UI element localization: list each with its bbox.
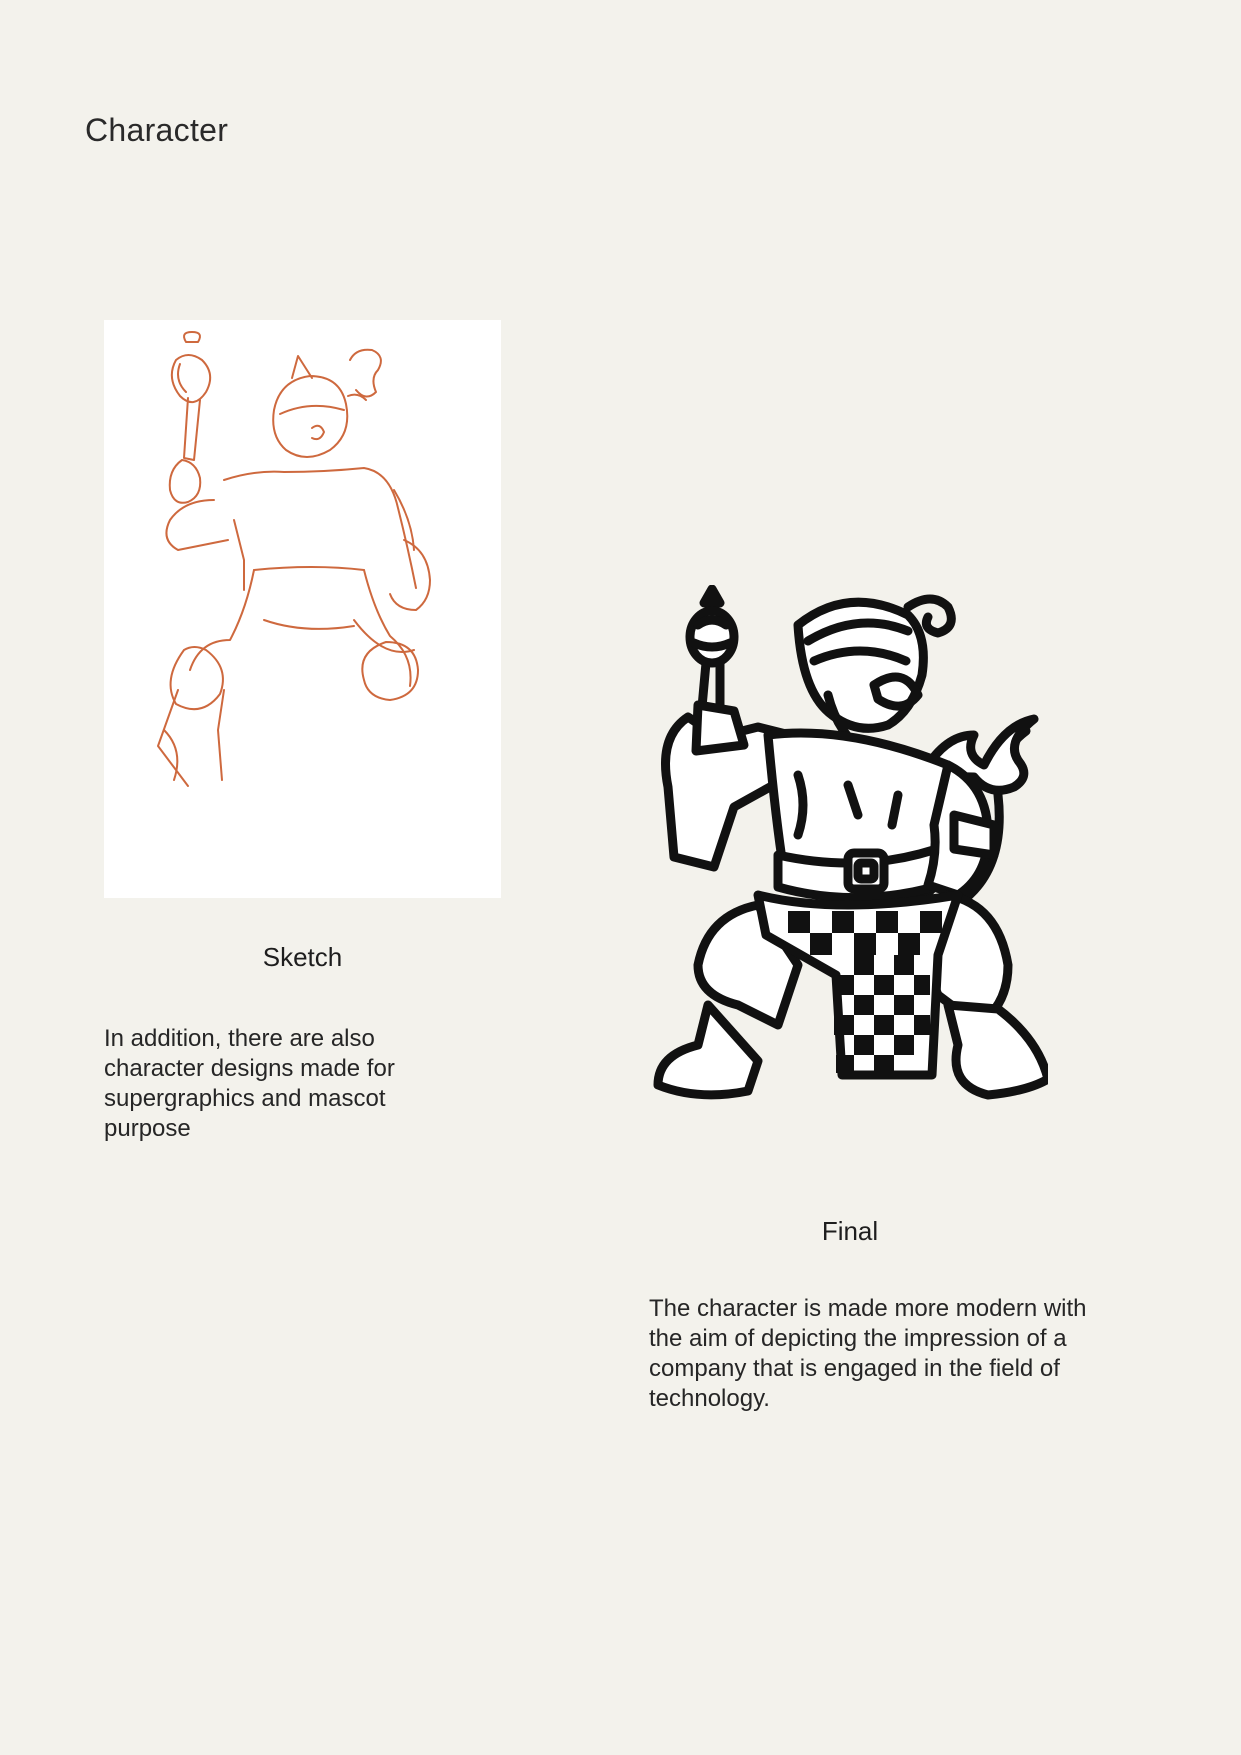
final-description: The character is made more modern with the aim of depicting the impression of a company that is engaged in the field of technology. [649, 1295, 1087, 1412]
final-drawing [648, 585, 1048, 1165]
final-character-image [648, 585, 1048, 1165]
sketch-description: In addition, there are also character designs made for supergraphics and mascot purpose [104, 1025, 395, 1142]
sketch-drawing [104, 320, 501, 898]
page-title: Character [85, 112, 229, 148]
sketch-caption: Sketch [262, 942, 343, 972]
final-caption: Final [821, 1216, 879, 1246]
sketch-image [104, 320, 501, 898]
